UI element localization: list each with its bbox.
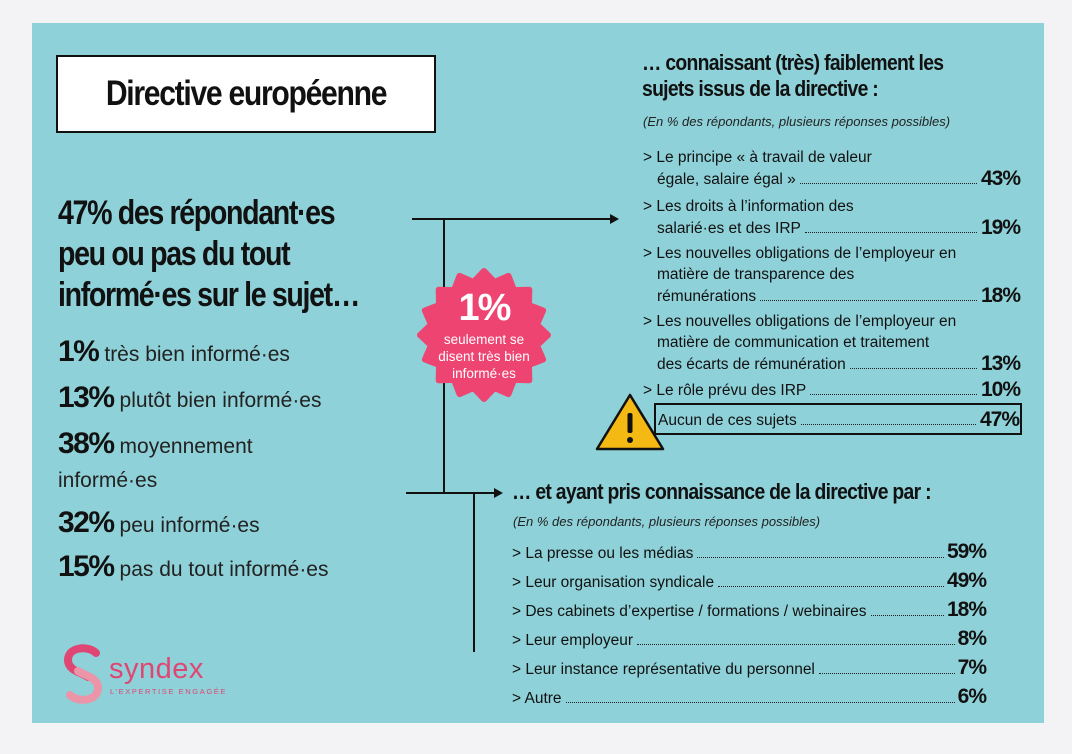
list-item [643,147,1020,190]
arrow-right-icon [610,214,619,224]
list-item [643,311,1020,375]
item-label: > Leur organisation syndicale [512,574,715,591]
item-label: égale, salaire égal » [657,171,796,188]
item-label: > Leur employeur [512,632,634,649]
section1-note: (En % des répondants, plusieurs réponses possibles) [643,114,951,129]
badge-line: informé·es [452,366,516,381]
list-item [643,243,1020,307]
item-label: salarié·es et des IRP [657,220,801,237]
section1-title-line: sujets issus de la directive : [642,76,879,101]
item-line: matière de transparence des [657,266,855,283]
item-value: 18% [980,284,1020,307]
list-item [512,686,986,708]
item-label: > Leur instance représentative du personnel [512,661,815,678]
stat-label: peu informé·es [119,514,260,537]
title-box [56,55,436,133]
item-value: 6% [957,685,986,708]
item-line: > Les droits à l’information des [643,198,854,215]
list-item-highlighted [658,409,1019,431]
item-label: rémunérations [657,288,757,305]
headline-line: informé·es sur le sujet… [58,276,360,314]
page-title: Directive européenne [105,74,387,113]
list-item [512,570,986,592]
stat-row [58,506,260,540]
stat-pct: 32% [58,506,114,539]
item-label: > La presse ou les médias [512,545,694,562]
stat-row [58,381,322,415]
connector-line [412,218,612,220]
connector-line [473,492,475,652]
stat-row [58,427,253,461]
section1-title-line: … connaissant (très) faiblement les [642,50,944,75]
list-item [643,196,1020,239]
stat-label: très bien informé·es [104,343,290,366]
item-label: > Autre [512,690,562,707]
arrow-right-icon [494,488,503,498]
item-line: > Les nouvelles obligations de l’employeur en [643,313,957,330]
stat-pct: 1% [58,335,99,368]
stat-label: moyennement [119,435,253,458]
list-item [643,379,1020,401]
item-label: > Des cabinets d’expertise / formations / webinaires [512,603,867,620]
list-item [512,599,986,621]
item-value: 10% [980,378,1020,401]
stat-row [58,335,290,369]
stat-label-continued: informé·es [58,469,158,492]
connector-line [406,492,496,494]
item-label: > Le rôle prévu des IRP [643,382,807,399]
headline-line: peu ou pas du tout [58,235,290,273]
item-line: > Les nouvelles obligations de l’employeur en [643,245,957,262]
item-value: 49% [946,569,986,592]
badge-line: seulement se [443,332,525,347]
item-value: 13% [980,352,1020,375]
section2-title: … et ayant pris connaissance de la directive par : [512,479,931,504]
logo-tagline: L’EXPERTISE ENGAGÉE [110,687,227,696]
item-line: matière de communication et traitement [657,334,930,351]
badge [412,288,556,382]
item-value: 7% [957,656,986,679]
infographic-card [32,23,1044,723]
item-line: > Le principe « à travail de valeur [643,149,872,166]
item-value: 47% [979,408,1019,431]
item-value: 19% [980,216,1020,239]
stat-row [58,550,329,584]
syndex-logo-icon [56,643,110,705]
list-item [512,541,986,563]
badge-line: disent très bien [438,349,530,364]
section1-title [642,50,943,102]
list-item [512,628,986,650]
stat-label: pas du tout informé·es [119,558,329,581]
item-value: 43% [980,167,1020,190]
stat-pct: 13% [58,381,114,414]
item-value: 8% [957,627,986,650]
list-item [512,657,986,679]
stat-pct: 38% [58,427,114,460]
stat-pct: 15% [58,550,114,583]
badge-pct: 1% [458,287,510,329]
item-label: des écarts de rémunération [657,356,846,373]
section2-note: (En % des répondants, plusieurs réponses possibles) [513,514,821,529]
warning-icon [593,391,667,453]
logo-name: syndex [109,653,204,685]
headline [58,193,369,316]
item-label: Aucun de ces sujets [658,412,797,429]
headline-line: 47% des répondant·es [58,194,335,232]
item-value: 59% [946,540,986,563]
stat-label: plutôt bien informé·es [119,389,322,412]
item-value: 18% [946,598,986,621]
